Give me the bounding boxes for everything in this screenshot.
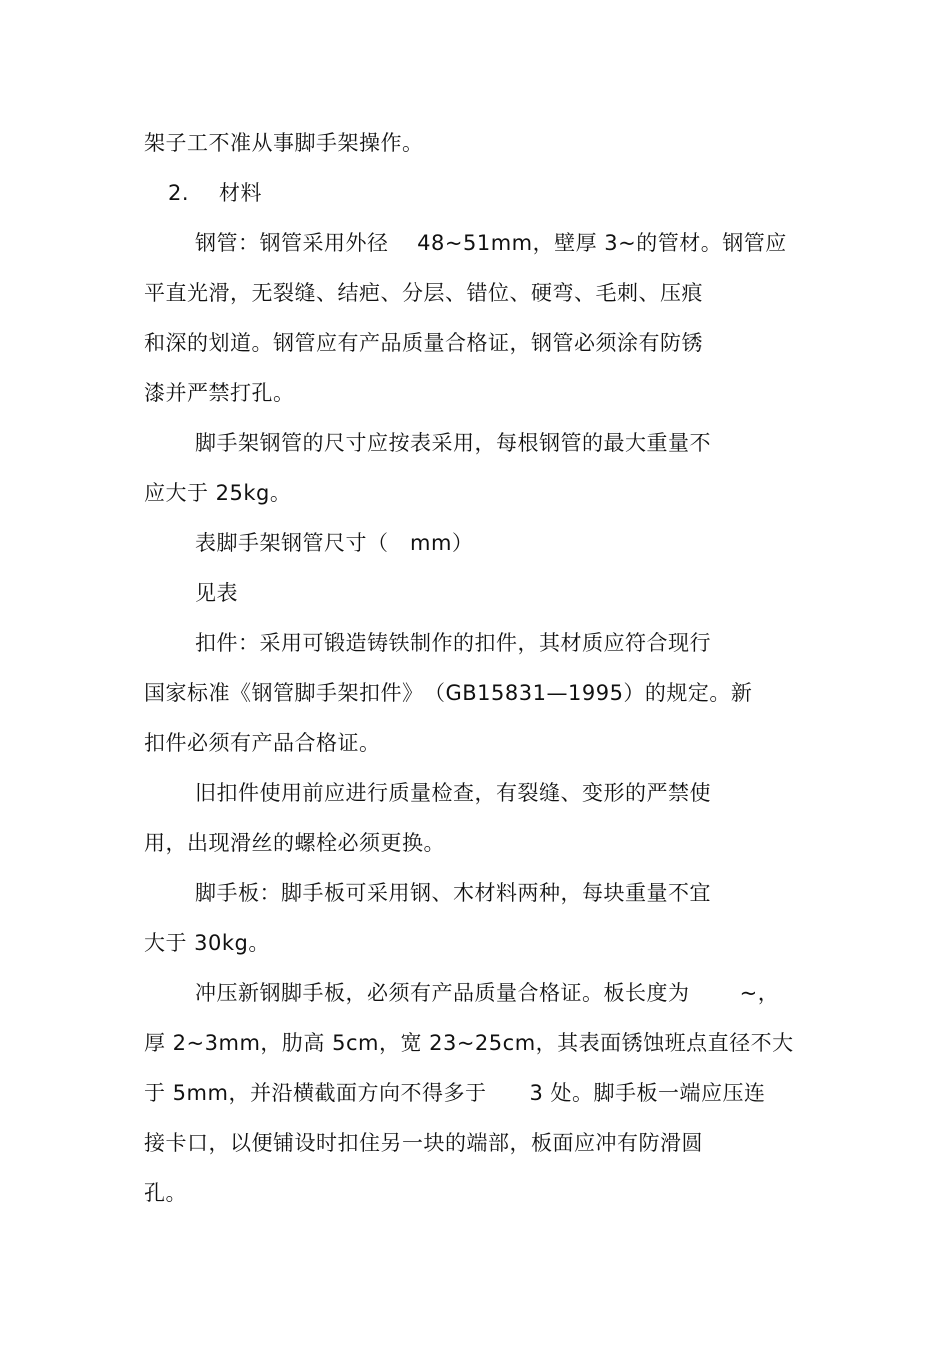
- text-line: 和深的划道。钢管应有产品质量合格证，钢管必须涂有防锈: [144, 331, 703, 355]
- text-line: 国家标准《钢管脚手架扣件》 （GB15831—1995）的规定。新: [144, 681, 753, 705]
- section-title: 材料: [219, 181, 263, 205]
- text-line: 于 5mm，并沿横截面方向不得多于 3 处。脚手板一端应压连: [144, 1081, 766, 1105]
- text-line: 冲压新钢脚手板，必须有产品质量合格证。板长度为 ~，: [195, 981, 780, 1005]
- text-line: 平直光滑，无裂缝、结疤、分层、错位、硬弯、毛刺、压痕: [144, 281, 703, 305]
- text-line: 孔。: [144, 1181, 187, 1205]
- text-line: 脚手架钢管的尺寸应按表采用，每根钢管的最大重量不: [195, 431, 711, 455]
- section-number: 2.: [168, 181, 190, 205]
- text-line: 脚手板：脚手板可采用钢、木材料两种，每块重量不宜: [195, 881, 711, 905]
- text-line: 用，出现滑丝的螺栓必须更换。: [144, 831, 445, 855]
- text-line: 扣件：采用可锻造铸铁制作的扣件，其材质应符合现行: [195, 631, 711, 655]
- text-line: 旧扣件使用前应进行质量检查，有裂缝、变形的严禁使: [195, 781, 711, 805]
- text-line: 厚 2~3mm，肋高 5cm，宽 23~25cm，其表面锈蚀班点直径不大: [144, 1031, 794, 1055]
- text-line: 应大于 25kg。: [144, 481, 292, 505]
- section-heading: [168, 178, 262, 208]
- text-line: 接卡口，以便铺设时扣住另一块的端部，板面应冲有防滑圆: [144, 1131, 703, 1155]
- text-line: 漆并严禁打孔。: [144, 381, 295, 405]
- text-line: 钢管：钢管采用外径 48~51mm，壁厚 3~的管材。钢管应: [195, 231, 787, 255]
- text-line: 大于 30kg。: [144, 931, 270, 955]
- table-reference: 见表: [195, 581, 238, 605]
- table-caption: 表脚手架钢管尺寸（ mm）: [195, 531, 474, 555]
- text-line: 架子工不准从事脚手架操作。: [144, 131, 424, 155]
- text-line: 扣件必须有产品合格证。: [144, 731, 381, 755]
